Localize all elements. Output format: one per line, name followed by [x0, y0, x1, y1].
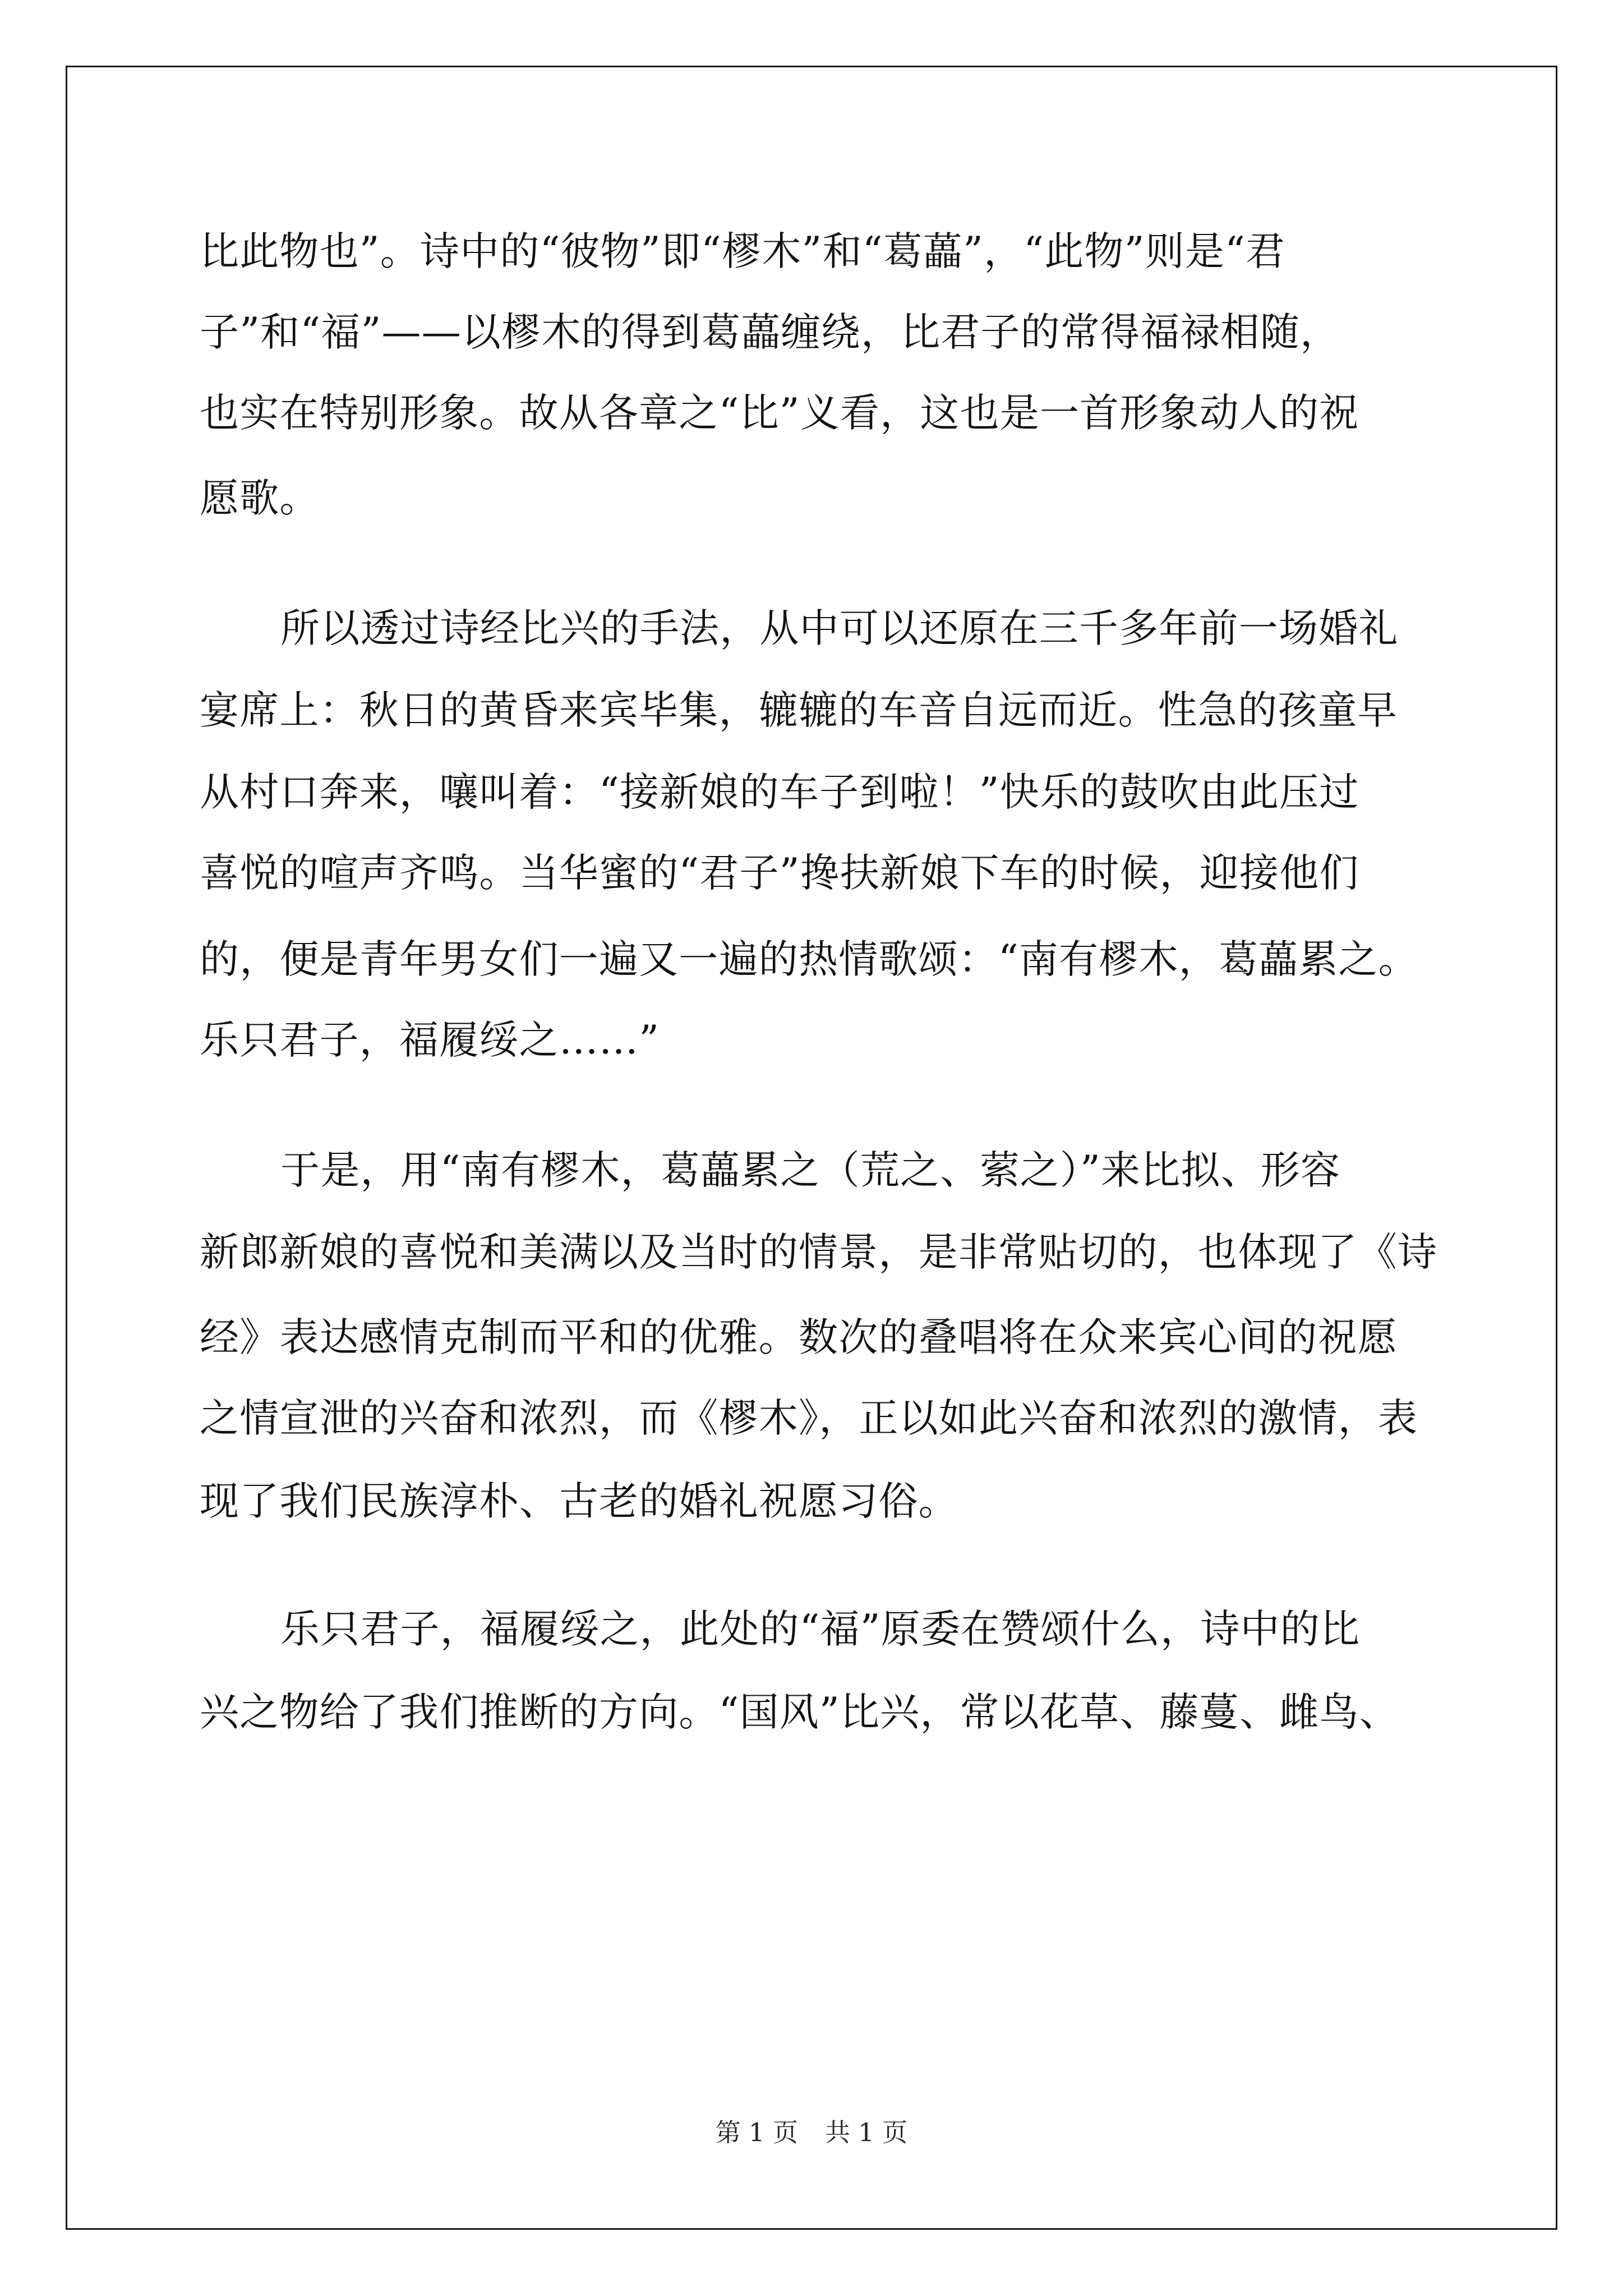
text-line: 乐只君子，福履绥之，此处的“福”原委在赞颂什么，诗中的比	[280, 1606, 1361, 1652]
page-number: 第 1 页	[715, 2118, 798, 2147]
text-line: 愿歌。	[200, 475, 320, 521]
page-total: 共 1 页	[825, 2118, 908, 2147]
text-line: 比此物也”。诗中的“彼物”即“樛木”和“葛藟”，“此物”则是“君	[200, 228, 1286, 274]
text-line: 所以透过诗经比兴的手法，从中可以还原在三千多年前一场婚礼	[280, 605, 1399, 651]
text-line: 从村口奔来，嚷叫着：“接新娘的车子到啦！”快乐的鼓吹由此压过	[200, 769, 1359, 815]
text-line: 子”和“福”——以樛木的得到葛藟缠绕，比君子的常得福禄相随，	[200, 309, 1340, 355]
text-line: 经》表达感情克制而平和的优雅。数次的叠唱将在众来宾心间的祝愿	[200, 1314, 1398, 1360]
text-line: 于是，用“南有樛木，葛藟累之（荒之、萦之）”来比拟、形容	[280, 1147, 1341, 1193]
text-line: 喜悦的喧声齐鸣。当华蜜的“君子”搀扶新娘下车的时候，迎接他们	[200, 850, 1359, 896]
text-line: 之情宣泄的兴奋和浓烈，而《樛木》，正以如此兴奋和浓烈的激情，表	[200, 1395, 1418, 1441]
page-footer	[0, 2112, 1623, 2148]
text-line: 宴席上：秋日的黄昏来宾毕集，辘辘的车音自远而近。性急的孩童早	[200, 687, 1398, 733]
text-line: 新郎新娘的喜悦和美满以及当时的情景，是非常贴切的，也体现了《诗	[200, 1229, 1438, 1275]
text-line: 也实在特别形象。故从各章之“比”义看，这也是一首形象动人的祝	[200, 390, 1359, 436]
text-line: 现了我们民族淳朴、古老的婚礼祝愿习俗。	[200, 1478, 958, 1524]
text-line: 兴之物给了我们推断的方向。“国风”比兴，常以花草、藤蔓、雌鸟、	[200, 1689, 1399, 1735]
text-line: 的，便是青年男女们一遍又一遍的热情歌颂：“南有樛木，葛藟累之。	[200, 936, 1418, 982]
text-line: 乐只君子，福履绥之……”	[200, 1017, 660, 1063]
